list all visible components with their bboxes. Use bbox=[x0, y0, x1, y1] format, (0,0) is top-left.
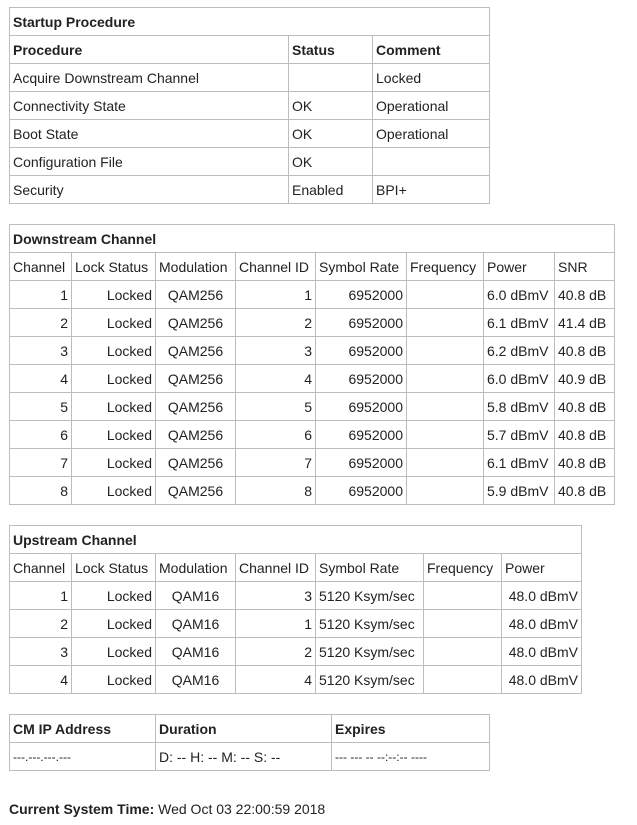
table-row bbox=[10, 477, 615, 505]
column-header: Status bbox=[289, 36, 373, 64]
cell: 6.1 dBmV bbox=[484, 309, 555, 337]
cell: 48.0 dBmV bbox=[502, 582, 582, 610]
cell: 6952000 bbox=[316, 477, 407, 505]
cell: 8 bbox=[236, 477, 316, 505]
column-header: Symbol Rate bbox=[316, 253, 407, 281]
table-row bbox=[10, 421, 615, 449]
cell: 48.0 dBmV bbox=[502, 610, 582, 638]
cell: 7 bbox=[10, 449, 72, 477]
cell: Connectivity State bbox=[10, 92, 289, 120]
cell: 5 bbox=[236, 393, 316, 421]
cell: 3 bbox=[10, 337, 72, 365]
cell: OK bbox=[289, 148, 373, 176]
cell: OK bbox=[289, 120, 373, 148]
cell: 40.9 dB bbox=[555, 365, 615, 393]
cell: 1 bbox=[10, 582, 72, 610]
cell bbox=[289, 64, 373, 92]
cell: Security bbox=[10, 176, 289, 204]
cell: 5.9 dBmV bbox=[484, 477, 555, 505]
cell bbox=[407, 309, 484, 337]
column-header: Symbol Rate bbox=[316, 554, 424, 582]
cell: 2 bbox=[10, 309, 72, 337]
cell: 5 bbox=[10, 393, 72, 421]
cell: 5120 Ksym/sec bbox=[316, 666, 424, 694]
cell: 6 bbox=[10, 421, 72, 449]
cell bbox=[407, 477, 484, 505]
cell: Locked bbox=[373, 64, 490, 92]
cell: 3 bbox=[236, 337, 316, 365]
cell: 6952000 bbox=[316, 393, 407, 421]
table-row bbox=[10, 337, 615, 365]
cell: Operational bbox=[373, 92, 490, 120]
table-row bbox=[10, 666, 582, 694]
table-row bbox=[10, 582, 582, 610]
startup-title: Startup Procedure bbox=[10, 8, 490, 36]
table-row bbox=[10, 743, 490, 771]
cell: 3 bbox=[236, 582, 316, 610]
cell: 5120 Ksym/sec bbox=[316, 582, 424, 610]
column-header: Modulation bbox=[156, 554, 236, 582]
system-time-label: Current System Time: bbox=[9, 801, 155, 817]
cell: Enabled bbox=[289, 176, 373, 204]
cell: QAM256 bbox=[156, 365, 236, 393]
cell bbox=[407, 365, 484, 393]
cell: 3 bbox=[10, 638, 72, 666]
cell: 8 bbox=[10, 477, 72, 505]
cm-ip-table bbox=[9, 714, 490, 771]
column-header: Power bbox=[484, 253, 555, 281]
cell: Locked bbox=[72, 393, 156, 421]
cell: Locked bbox=[72, 666, 156, 694]
table-row bbox=[10, 638, 582, 666]
cell: 40.8 dB bbox=[555, 421, 615, 449]
column-header: SNR bbox=[555, 253, 615, 281]
current-system-time bbox=[9, 801, 325, 817]
table-row bbox=[10, 176, 490, 204]
table-header-row bbox=[10, 36, 490, 64]
cell: 6.2 dBmV bbox=[484, 337, 555, 365]
cell: QAM256 bbox=[156, 449, 236, 477]
column-header: Frequency bbox=[407, 253, 484, 281]
cell: 6 bbox=[236, 421, 316, 449]
cell: 6952000 bbox=[316, 337, 407, 365]
table-row bbox=[10, 393, 615, 421]
upstream-channel-table bbox=[9, 525, 582, 694]
cell: QAM256 bbox=[156, 393, 236, 421]
cell: 5.8 dBmV bbox=[484, 393, 555, 421]
column-header: Channel ID bbox=[236, 253, 316, 281]
cell: 6952000 bbox=[316, 421, 407, 449]
cell: 5.7 dBmV bbox=[484, 421, 555, 449]
cell: QAM16 bbox=[156, 638, 236, 666]
cell: OK bbox=[289, 92, 373, 120]
table-header-row bbox=[10, 554, 582, 582]
column-header: Duration bbox=[156, 715, 332, 743]
column-header: Power bbox=[502, 554, 582, 582]
column-header: Lock Status bbox=[72, 253, 156, 281]
cell: 41.4 dB bbox=[555, 309, 615, 337]
cell: 6952000 bbox=[316, 309, 407, 337]
cell bbox=[424, 666, 502, 694]
cell: Boot State bbox=[10, 120, 289, 148]
cell: Operational bbox=[373, 120, 490, 148]
cell: 1 bbox=[10, 281, 72, 309]
table-row bbox=[10, 92, 490, 120]
cell bbox=[407, 449, 484, 477]
cell bbox=[424, 582, 502, 610]
cell bbox=[407, 421, 484, 449]
table-header-row bbox=[10, 253, 615, 281]
column-header: CM IP Address bbox=[10, 715, 156, 743]
cell: 2 bbox=[10, 610, 72, 638]
cell: Configuration File bbox=[10, 148, 289, 176]
cell: 5120 Ksym/sec bbox=[316, 638, 424, 666]
cell bbox=[407, 393, 484, 421]
cm-ip-value: ---.---.---.--- bbox=[10, 743, 156, 771]
downstream-channel-table bbox=[9, 224, 615, 505]
cell: 6952000 bbox=[316, 281, 407, 309]
cell: QAM16 bbox=[156, 666, 236, 694]
table-row bbox=[10, 64, 490, 92]
cell: 6.0 dBmV bbox=[484, 281, 555, 309]
cell: 4 bbox=[236, 666, 316, 694]
column-header: Procedure bbox=[10, 36, 289, 64]
column-header: Channel ID bbox=[236, 554, 316, 582]
upstream-title: Upstream Channel bbox=[10, 526, 582, 554]
duration-value: D: -- H: -- M: -- S: -- bbox=[156, 743, 332, 771]
table-row bbox=[10, 120, 490, 148]
cell bbox=[407, 337, 484, 365]
cell: Locked bbox=[72, 337, 156, 365]
cell: 40.8 dB bbox=[555, 393, 615, 421]
cell: 40.8 dB bbox=[555, 449, 615, 477]
cell: QAM256 bbox=[156, 309, 236, 337]
column-header: Channel bbox=[10, 253, 72, 281]
table-title-row bbox=[10, 225, 615, 253]
cell: 40.8 dB bbox=[555, 477, 615, 505]
column-header: Lock Status bbox=[72, 554, 156, 582]
cell bbox=[424, 610, 502, 638]
cell: 1 bbox=[236, 610, 316, 638]
table-row bbox=[10, 309, 615, 337]
cell: 4 bbox=[10, 365, 72, 393]
cell: QAM256 bbox=[156, 281, 236, 309]
cell: Locked bbox=[72, 582, 156, 610]
table-header-row bbox=[10, 715, 490, 743]
system-time-value: Wed Oct 03 22:00:59 2018 bbox=[158, 801, 326, 817]
cell: BPI+ bbox=[373, 176, 490, 204]
cell: Locked bbox=[72, 421, 156, 449]
cell bbox=[407, 281, 484, 309]
table-row bbox=[10, 281, 615, 309]
table-row bbox=[10, 148, 490, 176]
table-row bbox=[10, 610, 582, 638]
cell: QAM256 bbox=[156, 477, 236, 505]
cell: Acquire Downstream Channel bbox=[10, 64, 289, 92]
startup-procedure-table bbox=[9, 7, 490, 204]
cell: 6952000 bbox=[316, 365, 407, 393]
cell: Locked bbox=[72, 638, 156, 666]
cell: Locked bbox=[72, 309, 156, 337]
cell: 40.8 dB bbox=[555, 281, 615, 309]
cell: 48.0 dBmV bbox=[502, 666, 582, 694]
table-title-row bbox=[10, 8, 490, 36]
table-title-row bbox=[10, 526, 582, 554]
cell: 7 bbox=[236, 449, 316, 477]
cell: Locked bbox=[72, 281, 156, 309]
cell: Locked bbox=[72, 477, 156, 505]
cell: 48.0 dBmV bbox=[502, 638, 582, 666]
cell: 2 bbox=[236, 638, 316, 666]
cell: 4 bbox=[236, 365, 316, 393]
cell: 5120 Ksym/sec bbox=[316, 610, 424, 638]
cell: 2 bbox=[236, 309, 316, 337]
table-row bbox=[10, 449, 615, 477]
cell bbox=[424, 638, 502, 666]
cell: QAM256 bbox=[156, 421, 236, 449]
cell: Locked bbox=[72, 365, 156, 393]
cell: QAM256 bbox=[156, 337, 236, 365]
cell: 1 bbox=[236, 281, 316, 309]
cell: 4 bbox=[10, 666, 72, 694]
cell: QAM16 bbox=[156, 582, 236, 610]
column-header: Expires bbox=[332, 715, 490, 743]
cell: 6.0 dBmV bbox=[484, 365, 555, 393]
column-header: Modulation bbox=[156, 253, 236, 281]
cell: Locked bbox=[72, 449, 156, 477]
cell: Locked bbox=[72, 610, 156, 638]
cell: QAM16 bbox=[156, 610, 236, 638]
cell: 40.8 dB bbox=[555, 337, 615, 365]
column-header: Comment bbox=[373, 36, 490, 64]
cell bbox=[373, 148, 490, 176]
downstream-title: Downstream Channel bbox=[10, 225, 615, 253]
cell: 6952000 bbox=[316, 449, 407, 477]
expires-value: --- --- -- --:--:-- ---- bbox=[332, 743, 490, 771]
cell: 6.1 dBmV bbox=[484, 449, 555, 477]
column-header: Frequency bbox=[424, 554, 502, 582]
column-header: Channel bbox=[10, 554, 72, 582]
table-row bbox=[10, 365, 615, 393]
